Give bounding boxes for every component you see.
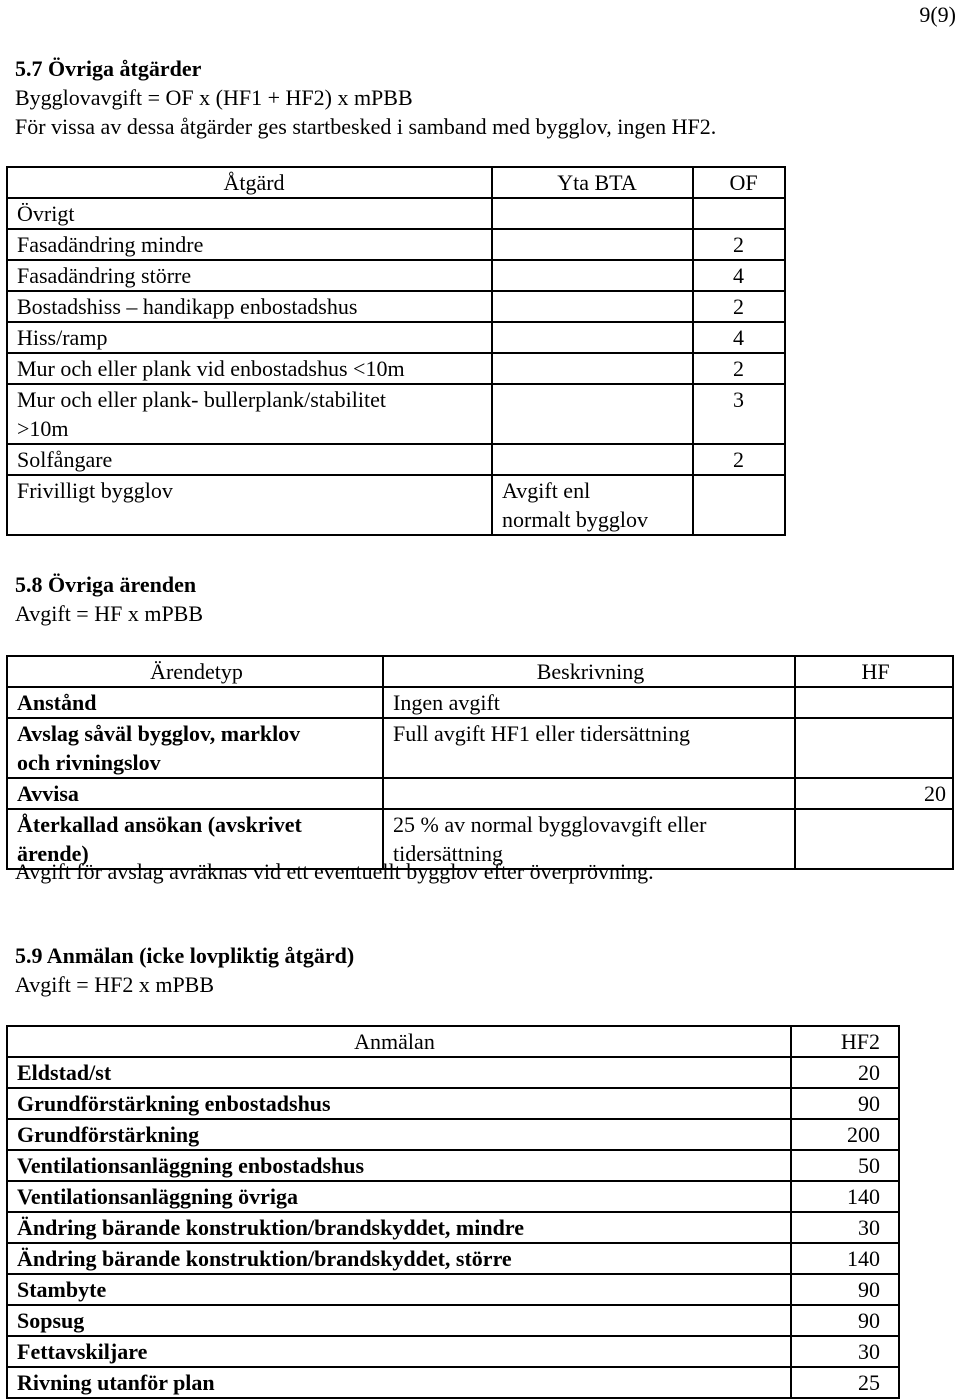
table-header-row [7,656,953,687]
table-row [7,322,785,353]
formula: Bygglovavgift = OF x (HF1 + HF2) x mPBB [15,85,413,110]
table-row [7,778,953,809]
section-note: För vissa av dessa åtgärder ges startbesked i samband med bygglov, ingen HF2. [15,114,717,139]
table-row [7,353,785,384]
description-line: tidersättning [393,841,503,866]
area-cell [492,260,693,291]
area-cell [492,475,693,535]
table-row [7,291,785,322]
description-cell: Ingen avgift [383,687,795,718]
table-row [7,198,785,229]
table-row [7,1336,899,1367]
area-cell [492,353,693,384]
of-cell: 4 [693,260,785,291]
action-cell: Fasadändring större [7,260,492,291]
table-row [7,1181,899,1212]
ovriga-atgarder-table [6,166,786,536]
anmalan-table [6,1025,900,1399]
area-cell [492,198,693,229]
anmalan-name-cell: Grundförstärkning enbostadshus [7,1088,791,1119]
area-cell [492,291,693,322]
anmalan-name-cell: Eldstad/st [7,1057,791,1088]
hf2-cell: 90 [791,1088,899,1119]
area-line: normalt bygglov [502,507,649,532]
type-line: Avslag såväl bygglov, marklov [17,721,301,746]
area-line: Avgift enl [502,478,591,503]
table-row [7,1119,899,1150]
column-header: Beskrivning [383,656,795,687]
anmalan-name-cell: Rivning utanför plan [7,1367,791,1398]
column-header: OF [693,167,785,198]
anmalan-name-cell: Ventilationsanläggning övriga [7,1181,791,1212]
anmalan-name-cell: Stambyte [7,1274,791,1305]
of-cell [693,475,785,535]
anmalan-name-cell: Ändring bärande konstruktion/brandskyddet, större [7,1243,791,1274]
table-row [7,1057,899,1088]
formula: Avgift = HF x mPBB [15,601,204,626]
action-cell [7,384,492,444]
hf2-cell: 30 [791,1336,899,1367]
of-cell: 2 [693,353,785,384]
action-cell: Frivilligt bygglov [7,475,492,535]
hf2-cell: 20 [791,1057,899,1088]
table-row [7,718,953,778]
hf2-cell: 25 [791,1367,899,1398]
of-cell: 2 [693,229,785,260]
hf2-cell: 30 [791,1212,899,1243]
table-row [7,687,953,718]
column-header: Yta BTA [492,167,693,198]
hf2-cell: 140 [791,1243,899,1274]
section-note: Avgift för avslag avräknas vid ett eventuellt bygglov efter överprövning. [15,859,654,884]
type-cell: Anstånd [7,687,383,718]
table-row [7,1305,899,1336]
type-line: och rivningslov [17,750,161,775]
section-heading: 5.7 Övriga åtgärder [15,56,202,81]
action-cell: Mur och eller plank vid enbostadshus <10m [7,353,492,384]
of-cell [693,198,785,229]
column-header: Anmälan [7,1026,791,1057]
table-row [7,1088,899,1119]
table-row [7,260,785,291]
table-row [7,1274,899,1305]
of-cell: 4 [693,322,785,353]
type-line: ärende) [17,841,89,866]
action-cell: Övrigt [7,198,492,229]
type-cell: Avvisa [7,778,383,809]
description-line: 25 % av normal bygglovavgift eller [393,812,707,837]
hf2-cell: 50 [791,1150,899,1181]
hf-cell [795,809,953,869]
table-header-row [7,167,785,198]
area-cell [492,384,693,444]
hf-cell: 20 [795,778,953,809]
of-cell: 3 [693,384,785,444]
table-row [7,384,785,444]
hf2-cell: 90 [791,1274,899,1305]
anmalan-name-cell: Grundförstärkning [7,1119,791,1150]
area-cell [492,444,693,475]
section-heading: 5.8 Övriga ärenden [15,572,197,597]
description-cell: Full avgift HF1 eller tidersättning [383,718,795,778]
anmalan-name-cell: Sopsug [7,1305,791,1336]
table-row [7,1150,899,1181]
description-cell [383,778,795,809]
type-line: Återkallad ansökan (avskrivet [17,812,302,837]
action-line: >10m [17,416,69,441]
page-number: 9(9) [919,2,956,27]
of-cell: 2 [693,291,785,322]
formula: Avgift = HF2 x mPBB [15,972,215,997]
anmalan-name-cell: Fettavskiljare [7,1336,791,1367]
action-cell: Fasadändring mindre [7,229,492,260]
anmalan-name-cell: Ändring bärande konstruktion/brandskyddet, mindre [7,1212,791,1243]
action-line: Mur och eller plank- bullerplank/stabilitet [17,387,387,412]
table-row [7,229,785,260]
hf2-cell: 90 [791,1305,899,1336]
table-row [7,1243,899,1274]
action-cell: Hiss/ramp [7,322,492,353]
table-row [7,475,785,535]
table-header-row [7,1026,899,1057]
column-header: Ärendetyp [7,656,383,687]
hf-cell [795,687,953,718]
table-row [7,1367,899,1398]
table-row [7,1212,899,1243]
table-row [7,444,785,475]
area-cell [492,229,693,260]
section-heading: 5.9 Anmälan (icke lovpliktig åtgärd) [15,943,355,968]
anmalan-name-cell: Ventilationsanläggning enbostadshus [7,1150,791,1181]
of-cell: 2 [693,444,785,475]
action-cell: Bostadshiss – handikapp enbostadshus [7,291,492,322]
hf-cell [795,718,953,778]
area-cell [492,322,693,353]
column-header: HF [795,656,953,687]
hf2-cell: 140 [791,1181,899,1212]
hf2-cell: 200 [791,1119,899,1150]
action-cell: Solfångare [7,444,492,475]
ovriga-arenden-table [6,655,954,870]
column-header: Åtgärd [7,167,492,198]
type-cell [7,718,383,778]
column-header: HF2 [791,1026,899,1057]
